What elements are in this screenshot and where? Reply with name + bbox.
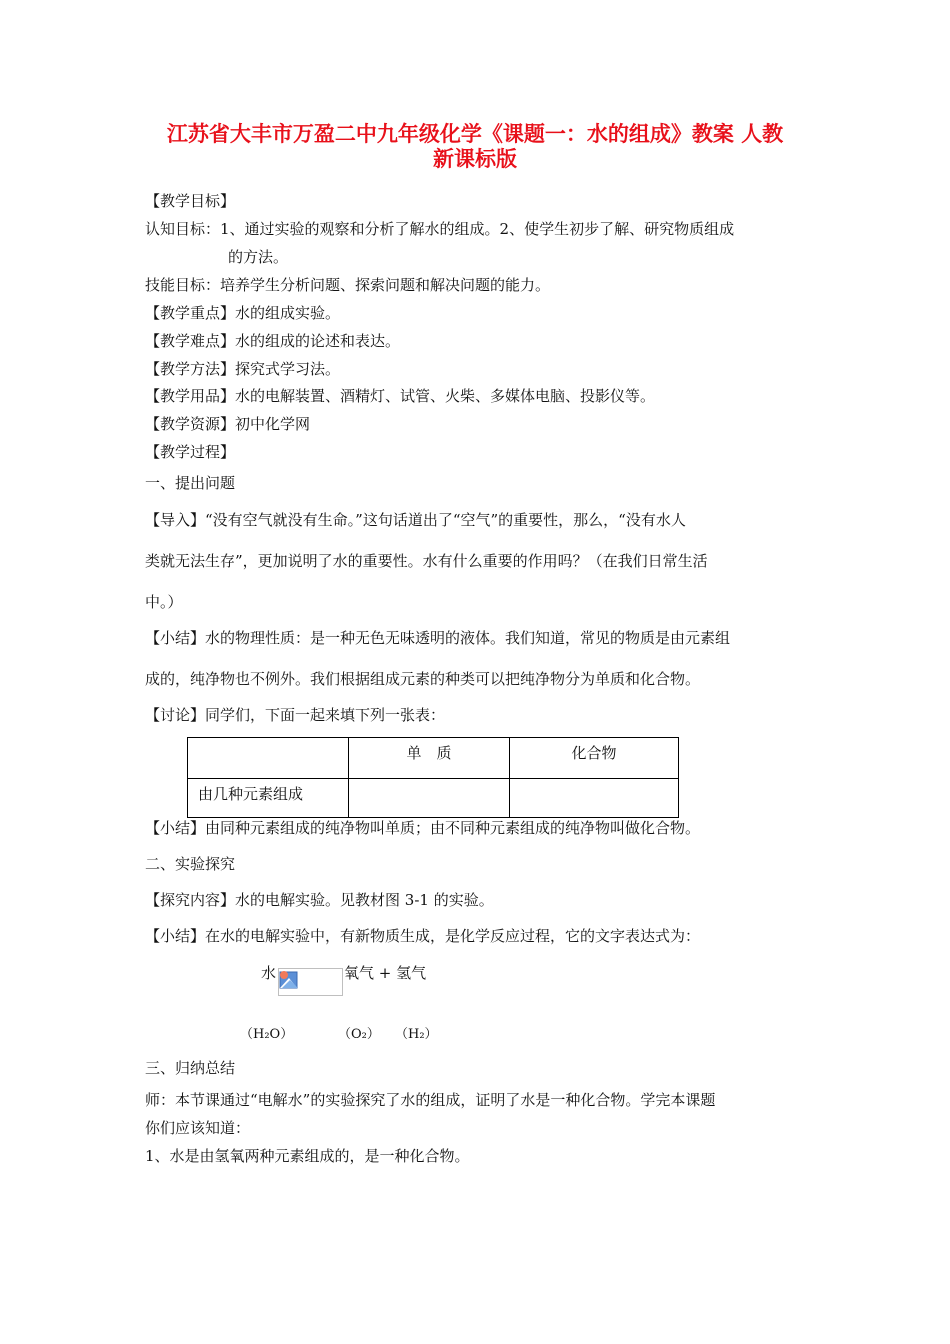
formula-oxygen-symbol: （O₂） [338, 1027, 380, 1042]
teaching-process: 【教学过程】 [145, 443, 236, 461]
skill-goal: 技能目标：培养学生分析问题、探索问题和解决问题的能力。 [145, 276, 551, 294]
teaching-method: 【教学方法】探究式学习法。 [145, 360, 341, 378]
section-1-heading: 一、提出问题 [145, 474, 236, 492]
teaching-resources: 【教学资源】初中化学网 [145, 415, 311, 433]
formula-hydrogen-symbol: （H₂） [395, 1027, 438, 1042]
table-header-cell: 化合物 [510, 738, 679, 779]
conclusion-line-2: 你们应该知道： [145, 1119, 251, 1137]
table-header-cell [188, 738, 349, 779]
formula-reactant: 水 [261, 964, 277, 982]
summary-1-line-2: 成的，纯净物也不例外。我们根据组成元素的种类可以把纯净物分为单质和化合物。 [145, 670, 701, 688]
cognitive-goal-cont: 的方法。 [228, 248, 289, 266]
intro-line-1: 【导入】“没有空气就没有生命。”这句话道出了“空气”的重要性，那么，“没有水人 [145, 511, 686, 529]
formula-water-symbol: （H₂O） [240, 1027, 294, 1042]
teaching-materials: 【教学用品】水的电解装置、酒精灯、试管、火柴、多媒体电脑、投影仪等。 [145, 387, 656, 405]
section-3-heading: 三、归纳总结 [145, 1059, 236, 1077]
title-line-1: 江苏省大丰市万盈二中九年级化学《课题一：水的组成》教案 人教 [166, 122, 784, 146]
document-title [120, 122, 830, 172]
exploration-content: 【探究内容】水的电解实验。见教材图 3-1 的实验。 [145, 891, 494, 909]
broken-image-placeholder [278, 968, 343, 996]
teaching-difficulty: 【教学难点】水的组成的论述和表达。 [145, 332, 401, 350]
cognitive-goal: 认知目标：1、通过实验的观察和分析了解水的组成。2、使学生初步了解、研究物质组成 [145, 220, 735, 238]
table-cell: 由几种元素组成 [188, 779, 349, 818]
formula-products: 氧气 + 氢气 [344, 964, 427, 982]
conclusion-line-1: 师：本节课通过“电解水”的实验探究了水的组成，证明了水是一种化合物。学完本课题 [145, 1091, 716, 1109]
substance-table [187, 737, 679, 818]
section-teaching-goals: 【教学目标】 [145, 192, 236, 210]
summary-2: 【小结】由同种元素组成的纯净物叫单质；由不同种元素组成的纯净物叫做化合物。 [145, 819, 701, 837]
table-header-cell: 单 质 [349, 738, 510, 779]
table-row [188, 779, 679, 818]
title-line-2: 新课标版 [433, 147, 517, 171]
teaching-focus: 【教学重点】水的组成实验。 [145, 304, 341, 322]
summary-3: 【小结】在水的电解实验中，有新物质生成，是化学反应过程，它的文字表达式为： [145, 927, 701, 945]
section-2-heading: 二、实验探究 [145, 855, 236, 873]
intro-line-3: 中。） [145, 593, 183, 611]
table-header-row [188, 738, 679, 779]
table-cell [510, 779, 679, 818]
broken-image-icon [279, 969, 299, 989]
summary-1-line-1: 【小结】水的物理性质：是一种无色无味透明的液体。我们知道，常见的物质是由元素组 [145, 629, 731, 647]
table-cell [349, 779, 510, 818]
intro-line-2: 类就无法生存”，更加说明了水的重要性。水有什么重要的作用吗？（在我们日常生活 [145, 552, 708, 570]
discussion: 【讨论】同学们，下面一起来填下列一张表： [145, 706, 446, 724]
conclusion-point-1: 1、水是由氢氧两种元素组成的，是一种化合物。 [145, 1147, 470, 1165]
